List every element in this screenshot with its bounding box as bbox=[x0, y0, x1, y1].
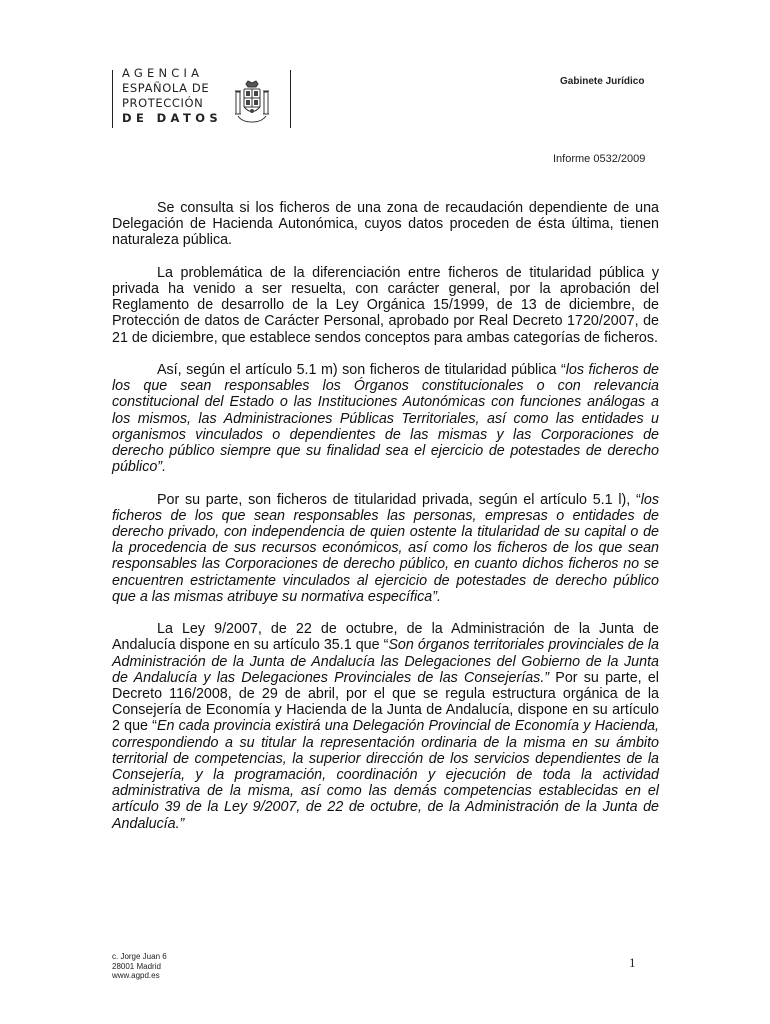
paragraph-text: Por su parte, son ficheros de titularidad privada, según el artículo 5.1 l), “ bbox=[157, 491, 641, 508]
paragraph-text: La Ley 9/2007, de 22 de octubre, de la Administración de la Junta de Andalucía dispone en su artículo 35.1 que “ bbox=[112, 621, 659, 654]
quoted-legal-text: los ficheros de los que sean responsables las personas, empresas o entidades de derecho privado, con independencia de quien ostente la titularidad de su capital o de la procedencia de sus recursos económicos, así como los ficheros de los que sean responsables las Corporaciones de derecho público, en cuanto dichos ficheros no se encuentren estrictamente vinculados al ejercicio de potestades de derecho público que a las mismas atribuye su normativa específica”. bbox=[112, 491, 659, 605]
page-number: 1 bbox=[629, 955, 636, 970]
paragraph-text: La problemática de la diferenciación entre ficheros de titularidad pública y privada ha venido a ser resuelta, con carácter general, por la aprobación del Reglamento de desarrollo de la Ley Orgánica 15/1999, de 13 de diciembre, de Protección de datos de Carácter Personal, aprobado por Real Decreto 1720/2007, de 21 de diciembre, que establece sendos conceptos para ambas categorías de ficheros. bbox=[112, 264, 659, 346]
body-paragraph bbox=[112, 200, 659, 249]
agency-name-line: ESPAÑOLA DE bbox=[122, 81, 210, 95]
body-paragraph bbox=[112, 265, 659, 346]
logo-left-divider bbox=[112, 70, 113, 128]
body-paragraph bbox=[112, 621, 659, 832]
report-body bbox=[112, 200, 659, 848]
paragraph-text: Por su parte, el Decreto 116/2008, de 29 de abril, por el que se regula estructura orgánica de la Consejería de Economía y Hacienda de la Junta de Andalucía, dispone en su artículo 2 que “ bbox=[112, 669, 659, 735]
quoted-legal-text: Son órganos territoriales provinciales de la Administración de la Junta de Andalucía las Delegaciones del Gobierno de la Junta de Andalucía y las Delegaciones Provinciales de las Consejerías.” bbox=[112, 637, 659, 686]
coat-of-arms-icon bbox=[234, 80, 270, 126]
agency-name bbox=[122, 66, 234, 126]
paragraph-text: Se consulta si los ficheros de una zona de recaudación dependiente de una Delegación de Hacienda Autonómica, cuyos datos proceden de ésta última, tienen naturaleza pública. bbox=[112, 200, 659, 249]
footer-address-line: 28001 Madrid bbox=[112, 961, 161, 971]
agency-name-line: AGENCIA bbox=[122, 66, 204, 80]
body-paragraph bbox=[112, 492, 659, 605]
footer-address-line: c. Jorge Juan 6 bbox=[112, 952, 167, 961]
footer-address bbox=[112, 952, 167, 981]
report-number: Informe 0532/2009 bbox=[553, 153, 646, 165]
agency-name-line: PROTECCIÓN bbox=[122, 96, 204, 110]
department-label: Gabinete Jurídico bbox=[560, 76, 645, 87]
paragraph-text: Así, según el artículo 5.1 m) son ficheros de titularidad pública “ bbox=[157, 362, 566, 378]
body-paragraph bbox=[112, 362, 659, 475]
quoted-legal-text: los ficheros de los que sean responsables los Órganos constitucionales o con relevancia constitucional del Estado o las Instituciones Autonómicas con funciones análogas a los mismos, las Administraciones Públicas Territoriales, así como las entidades u organismos vinculados o dependientes de las mismas y las Corporaciones de derecho público siempre que su finalidad sea el ejercicio de potestades de derecho público”. bbox=[112, 362, 659, 476]
footer-address-line: www.agpd.es bbox=[112, 971, 160, 981]
logo-right-divider bbox=[290, 70, 291, 128]
quoted-legal-text: En cada provincia existirá una Delegación Provincial de Economía y Hacienda, correspondiendo a su titular la representación ordinaria de la misma en su ámbito territorial de competencias, la superior dirección de los servicios dependientes de la Consejería, y la programación, coordinación y ejecución de toda la actividad administrativa de la misma, así como las demás competencias establecidas en el artículo 39 de la Ley 9/2007, de 22 de octubre, de la Administración de la Junta de Andalucía.” bbox=[112, 718, 660, 832]
agency-name-line: DE DATOS bbox=[122, 111, 223, 125]
